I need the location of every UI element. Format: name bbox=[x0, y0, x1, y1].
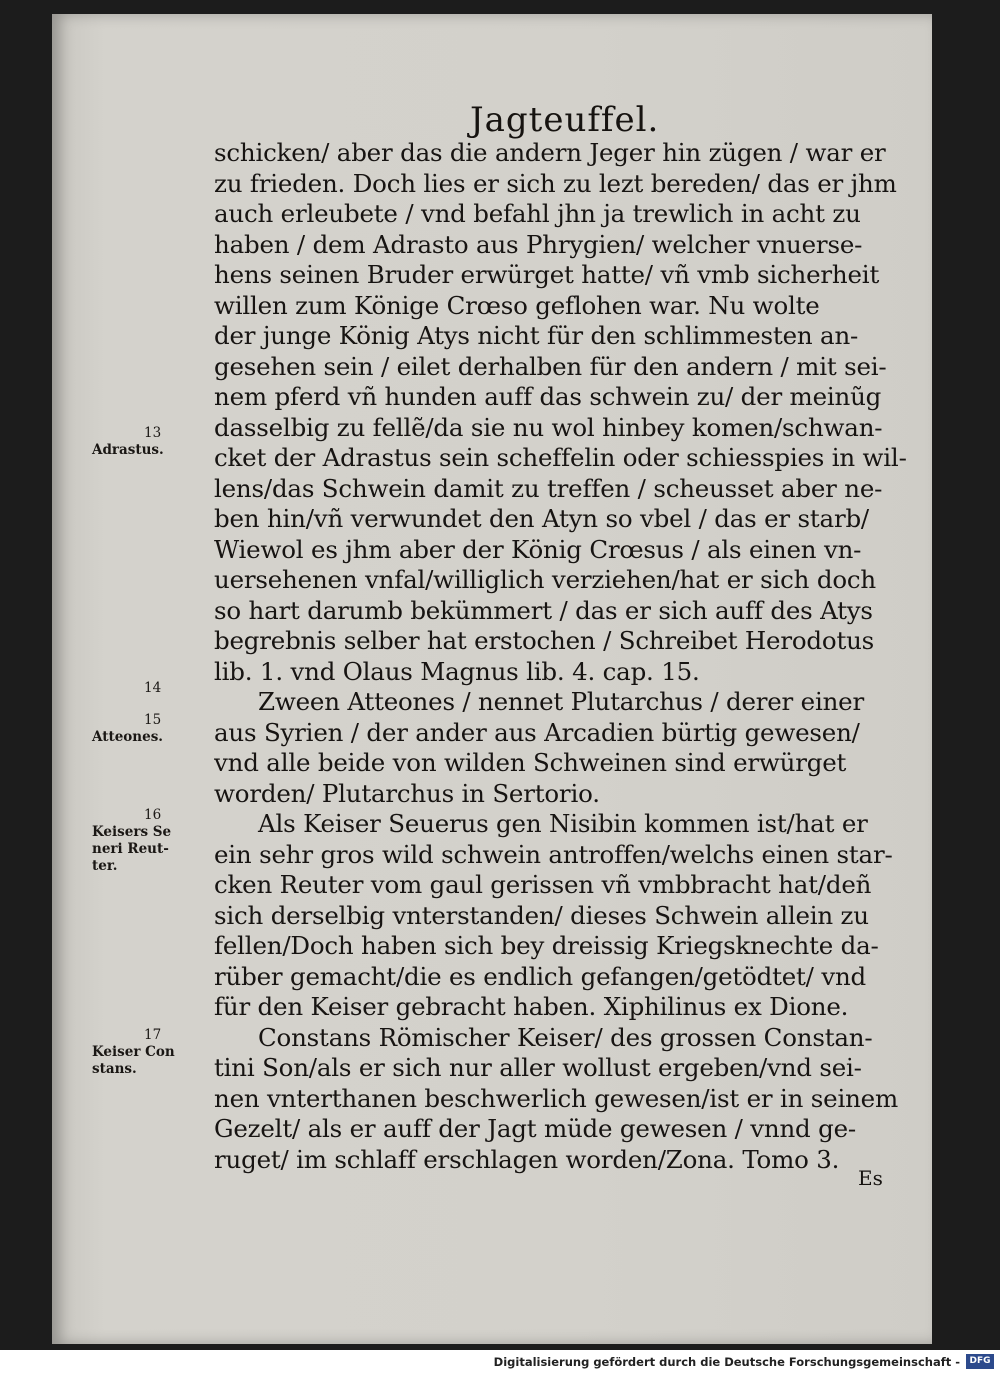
text-line: lib. 1. vnd Olaus Magnus lib. 4. cap. 15. bbox=[214, 656, 700, 686]
margin-note-number: 14 bbox=[144, 680, 162, 696]
margin-note-label: Keiser Con bbox=[92, 1044, 175, 1060]
text-line: auch erleubete / vnd befahl jhn ja trewlich in acht zu bbox=[214, 199, 861, 228]
text-line: schicken/ aber das die andern Jeger hin zügen / war er bbox=[214, 138, 886, 167]
text-line: der junge König Atys nicht für den schlimmesten an- bbox=[214, 321, 859, 350]
text-line: vnd alle beide von wilden Schweinen sind erwürget bbox=[214, 748, 847, 777]
text-line: gesehen sein / eilet derhalben für den andern / mit sei- bbox=[214, 351, 887, 381]
text-line: Gezelt/ als er auff der Jagt müde gewesen / vnnd ge- bbox=[214, 1114, 856, 1143]
text-line: Wiewol es jhm aber der König Crœsus / als einen vn- bbox=[214, 534, 862, 564]
margin-note-number: 16 bbox=[144, 807, 162, 823]
margin-note-16 bbox=[92, 807, 171, 875]
margin-note-14 bbox=[92, 680, 161, 697]
text-line: Als Keiser Seuerus gen Nisibin kommen ist/hat er bbox=[258, 809, 868, 838]
text-line: nen vnterthanen beschwerlich gewesen/ist er in seinem bbox=[214, 1083, 899, 1113]
margin-note-number: 13 bbox=[144, 425, 162, 441]
dfg-logo: DFG bbox=[966, 1354, 994, 1369]
text-line: worden/ Plutarchus in Sertorio. bbox=[214, 778, 600, 808]
margin-note-label: Keisers Se bbox=[92, 824, 172, 840]
catchword: Es bbox=[858, 1166, 883, 1190]
text-line: rüber gemacht/die es endlich gefangen/getödtet/ vnd bbox=[214, 961, 867, 991]
text-line: für den Keiser gebracht haben. Xiphilinus ex Dione. bbox=[214, 992, 849, 1021]
text-line: Zween Atteones / nennet Plutarchus / derer einer bbox=[258, 687, 864, 716]
text-line: ben hin/vñ verwundet den Atyn so vbel / das er starb/ bbox=[214, 504, 869, 533]
text-line: lens/das Schwein damit zu treffen / scheusset aber ne- bbox=[214, 473, 883, 503]
margin-note-label: neri Reut- bbox=[92, 841, 169, 857]
text-line: hens seinen Bruder erwürget hatte/ vñ vmb sicherheit bbox=[214, 260, 880, 289]
running-header: Jagteuffel. bbox=[470, 100, 660, 140]
margin-note-label: stans. bbox=[92, 1061, 137, 1077]
text-line: so hart darumb bekümmert / das er sich auff des Atys bbox=[214, 595, 873, 625]
text-line: willen zum Könige Crœso geflohen war. Nu wolte bbox=[214, 290, 820, 320]
margin-note-13 bbox=[92, 425, 164, 459]
margin-note-label: Adrastus. bbox=[92, 442, 164, 458]
margin-note-label: Atteones. bbox=[92, 729, 164, 745]
body-text bbox=[214, 138, 919, 1175]
text-line: haben / dem Adrasto aus Phrygien/ welcher vnuerse- bbox=[214, 229, 863, 259]
footer-credit: Digitalisierung gefördert durch die Deutsche Forschungsgemeinschaft - bbox=[493, 1355, 960, 1369]
text-line: uersehenen vnfal/williglich verziehen/hat er sich doch bbox=[214, 565, 876, 594]
text-line: sich derselbig vnterstanden/ dieses Schwein allein zu bbox=[214, 900, 869, 930]
text-line: nem pferd vñ hunden auff das schwein zu/ der meinũg bbox=[214, 382, 882, 411]
text-line: aus Syrien / der ander aus Arcadien bürtig gewesen/ bbox=[214, 717, 860, 747]
margin-note-number: 15 bbox=[144, 712, 162, 728]
text-line: ein sehr gros wild schwein antroffen/welchs einen star- bbox=[214, 839, 893, 869]
margin-note-17 bbox=[92, 1027, 175, 1078]
footer-bar bbox=[0, 1350, 1000, 1374]
text-line: cken Reuter vom gaul gerissen vñ vmbbracht hat/deñ bbox=[214, 870, 872, 899]
margin-note-15 bbox=[92, 712, 163, 746]
text-line: ruget/ im schlaff erschlagen worden/Zona. Tomo 3. bbox=[214, 1144, 840, 1174]
margin-note-label: ter. bbox=[92, 858, 118, 874]
text-line: cket der Adrastus sein scheffelin oder schiesspies in wil- bbox=[214, 443, 907, 472]
text-line: begrebnis selber hat erstochen / Schreibet Herodotus bbox=[214, 626, 875, 655]
text-line: fellen/Doch haben sich bey dreissig Kriegsknechte da- bbox=[214, 931, 879, 960]
text-line: tini Son/als er sich nur aller wollust ergeben/vnd sei- bbox=[214, 1053, 862, 1082]
text-line: Constans Römischer Keiser/ des grossen Constan- bbox=[258, 1022, 873, 1052]
text-line: zu frieden. Doch lies er sich zu lezt bereden/ das er jhm bbox=[214, 168, 897, 198]
margin-note-number: 17 bbox=[144, 1027, 162, 1043]
text-line: dasselbig zu fellẽ/da sie nu wol hinbey komen/schwan- bbox=[214, 412, 883, 442]
